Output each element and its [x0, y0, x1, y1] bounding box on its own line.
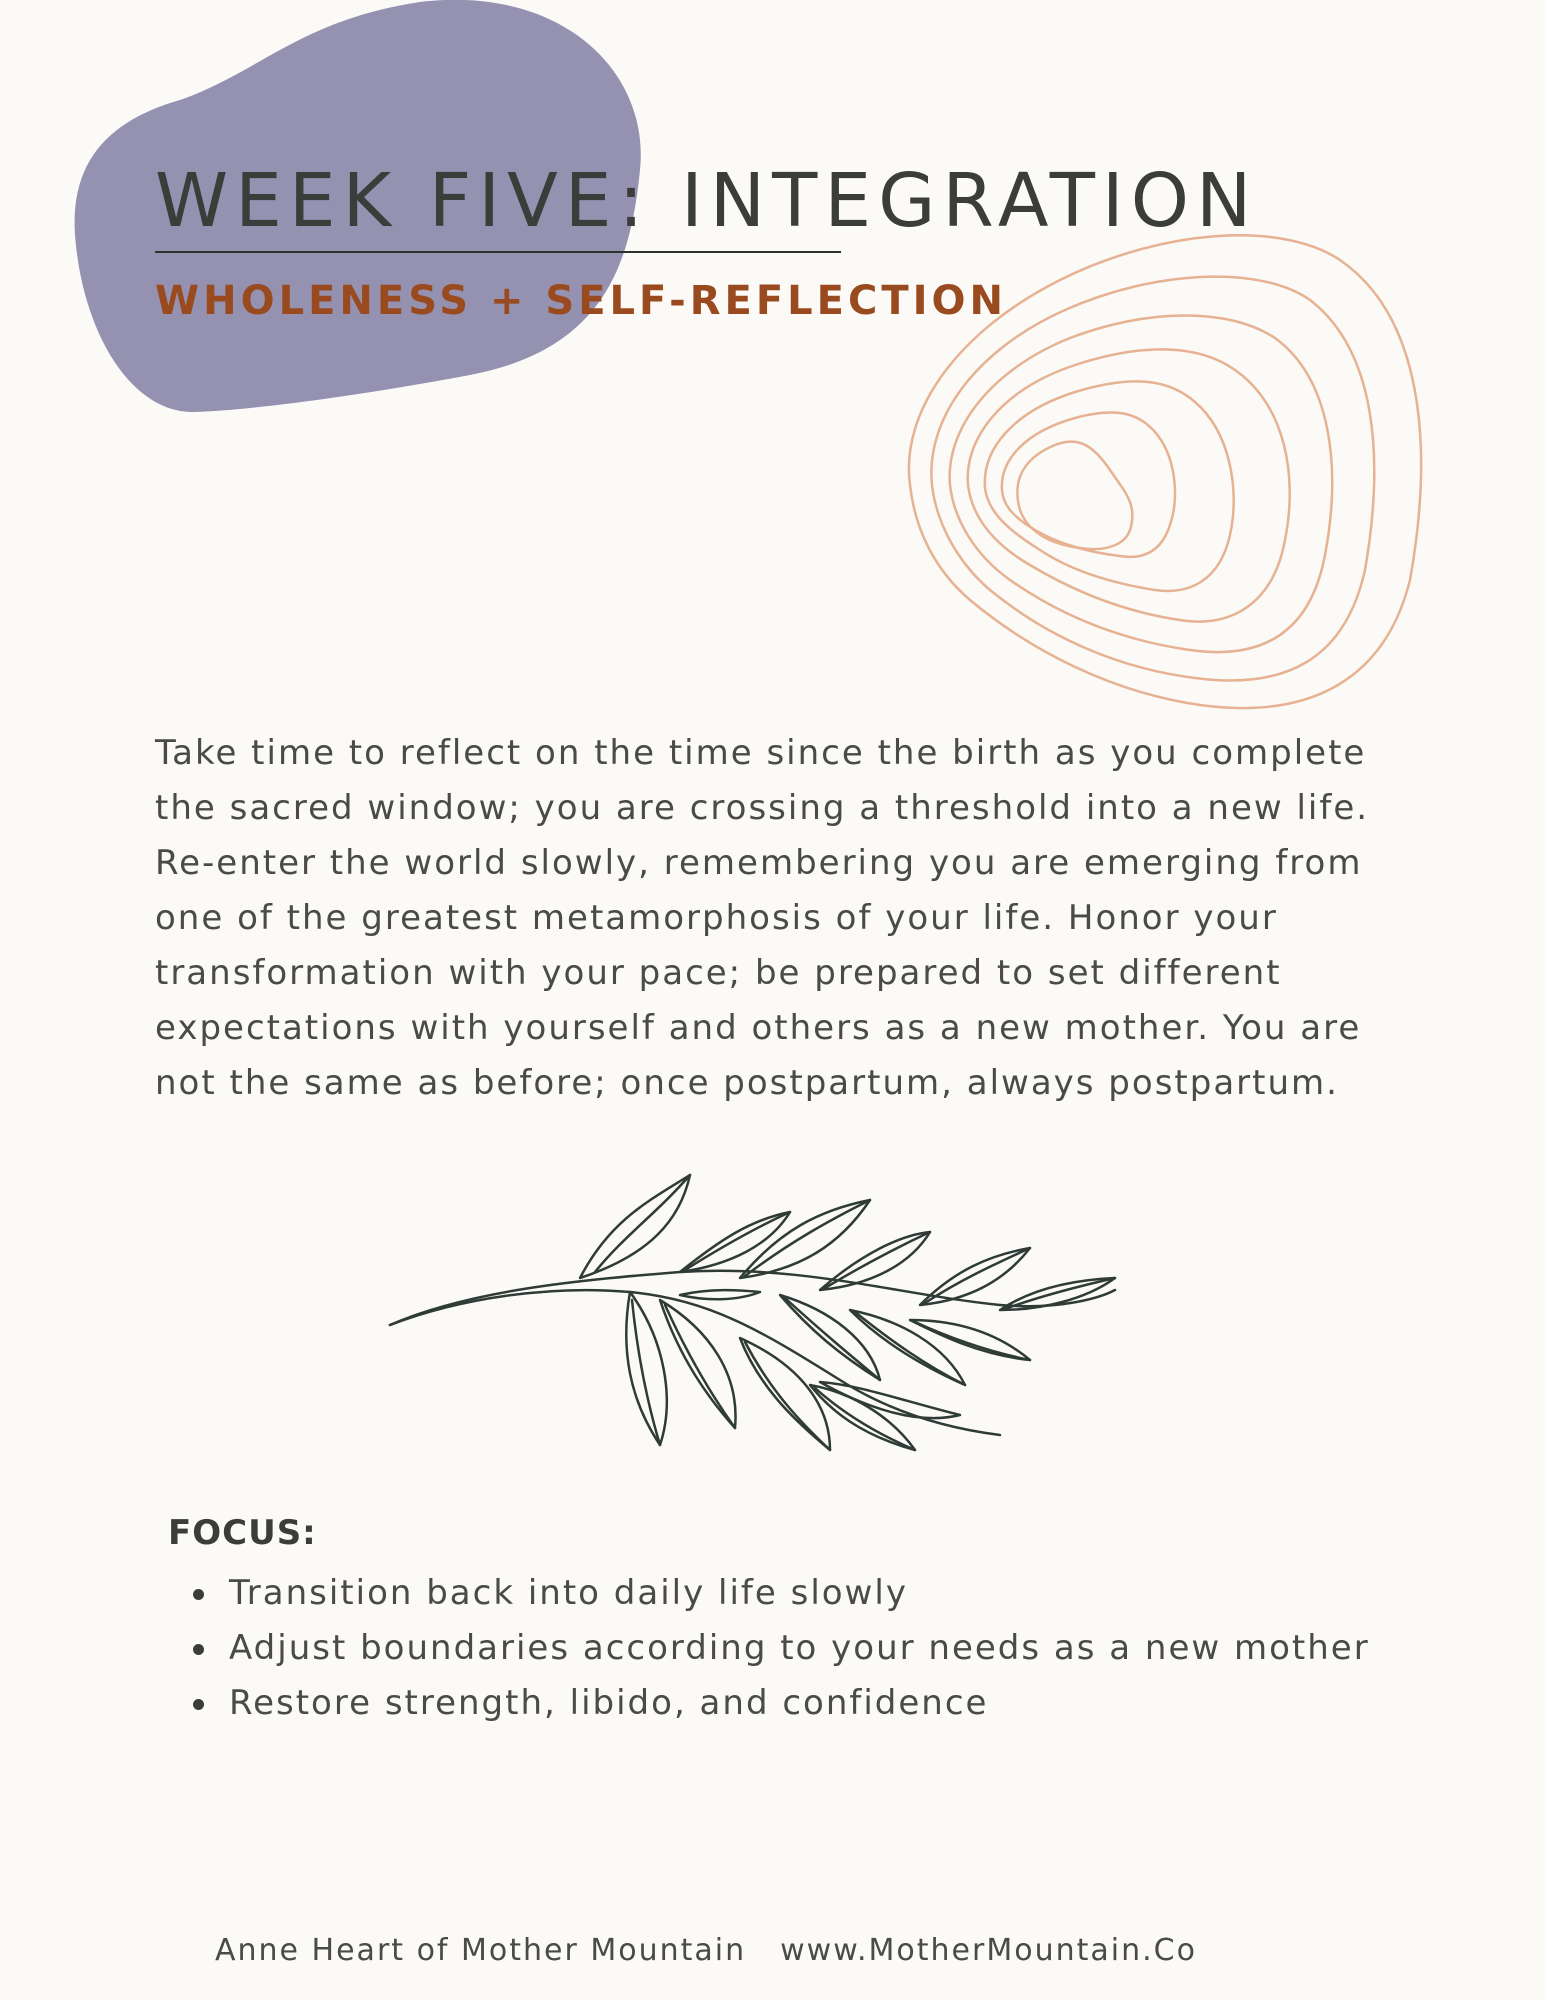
intro-paragraph: Take time to reflect on the time since the birth as you complete the sacred window; you are crossing a threshold into a new life. Re-enter the world slowly, remembering you are emerging from one of the greatest metamorphosis of your life. Honor your transformation with your pace; be prepared to set different expectations with yourself and others as a new mother. You are not the same as before; once postpartum, always postpartum.	[155, 733, 1370, 1103]
focus-item	[165, 1676, 1370, 1731]
page-subtitle: WHOLENESS + SELF-REFLECTION	[155, 278, 1007, 324]
focus-list	[165, 1566, 1370, 1731]
page-title: WEEK FIVE: INTEGRATION	[155, 158, 1259, 244]
footer-author: Anne Heart of Mother Mountain	[215, 1933, 747, 1968]
focus-item	[165, 1621, 1370, 1676]
footer	[215, 1933, 1197, 1968]
bullet-icon	[193, 1699, 204, 1710]
focus-item-text: Adjust boundaries according to your needs as a new mother	[229, 1628, 1370, 1668]
bullet-icon	[193, 1644, 204, 1655]
title-divider	[155, 251, 841, 253]
leaf-branch-illustration	[380, 1160, 1120, 1490]
bullet-icon	[193, 1589, 204, 1600]
focus-item	[165, 1566, 1370, 1621]
footer-website-link[interactable]: www.MotherMountain.Co	[780, 1933, 1197, 1968]
focus-item-text: Transition back into daily life slowly	[229, 1573, 908, 1613]
focus-item-text: Restore strength, libido, and confidence	[229, 1683, 989, 1723]
focus-heading: FOCUS:	[168, 1513, 317, 1553]
